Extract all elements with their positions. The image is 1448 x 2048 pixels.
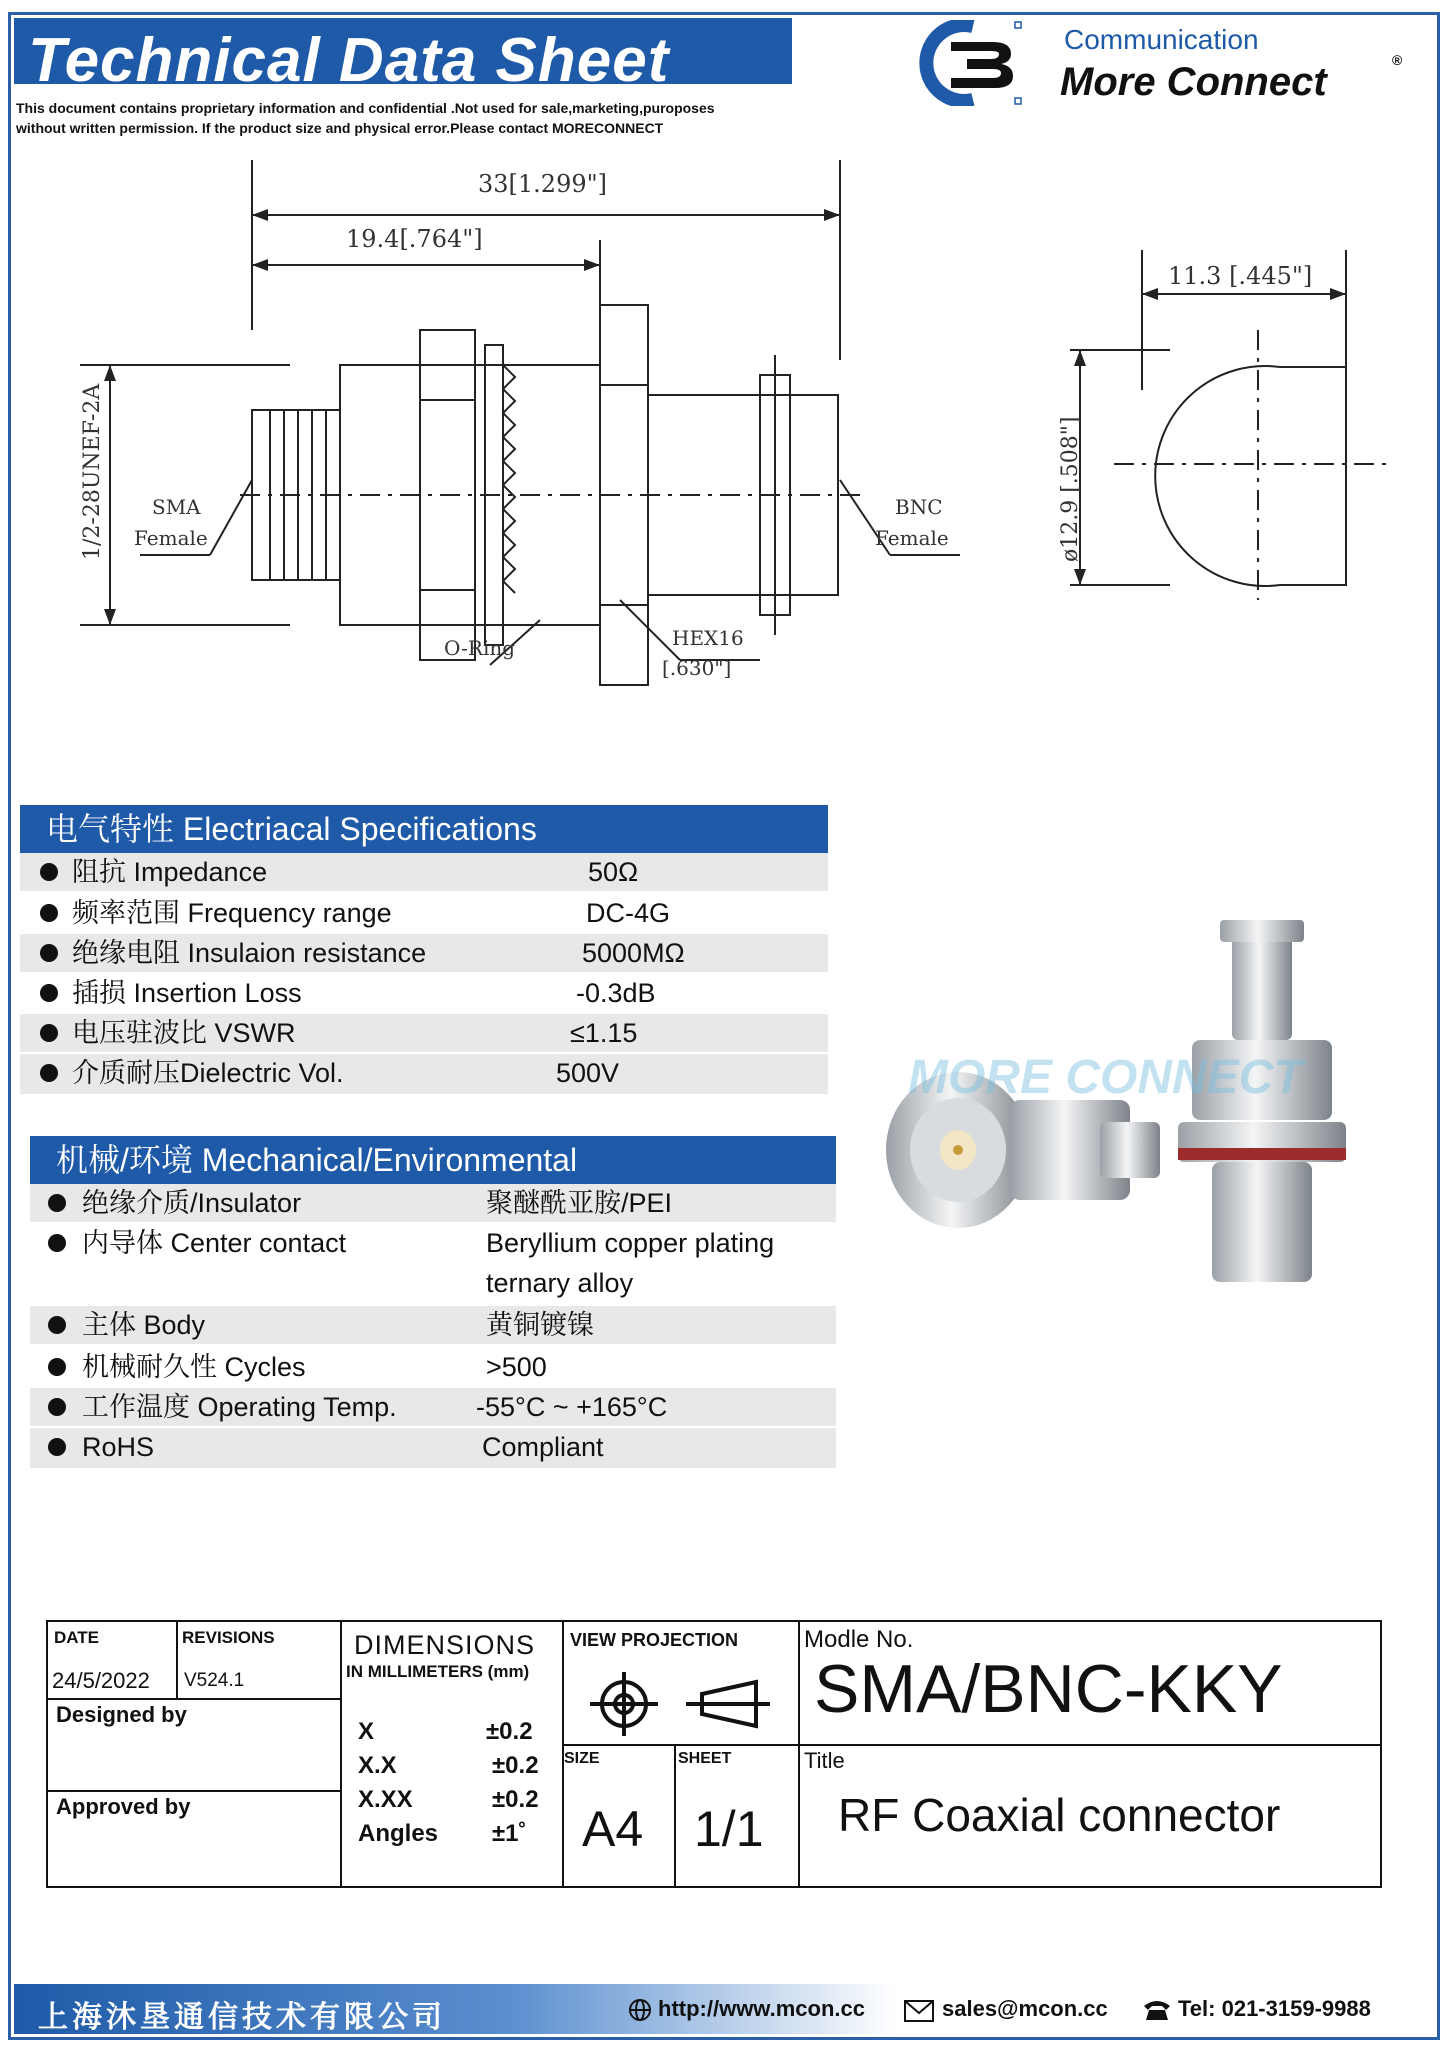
sma-gender-label: Female [134, 526, 208, 550]
bullet-icon [40, 944, 58, 962]
product-photo [870, 900, 1410, 1340]
spec-value: Compliant [482, 1432, 604, 1462]
approved-by-label: Approved by [56, 1794, 191, 1819]
phone-number: Tel: 021-3159-9988 [1178, 1996, 1371, 2021]
tolerance-value: ±0.2 [492, 1786, 539, 1813]
sheet-label: SHEET [678, 1750, 732, 1767]
spec-row [30, 1224, 836, 1304]
date-value: 24/5/2022 [52, 1668, 150, 1693]
bullet-icon [40, 1024, 58, 1042]
brand-name: More Connect [1060, 60, 1327, 104]
notice-line-1: This document contains proprietary information and confidential .Not used for sale,marketing,puroposes [16, 100, 715, 116]
divider [340, 1622, 342, 1886]
spec-value: 50Ω [588, 857, 639, 887]
spec-value-continued: ternary alloy [486, 1268, 634, 1298]
tolerance-value: ±1˚ [492, 1820, 527, 1847]
spec-value: 500V [556, 1058, 620, 1088]
hex-label: HEX16 [672, 626, 744, 650]
bnc-label: BNC [895, 495, 943, 519]
revision-value: V524.1 [184, 1670, 245, 1691]
spec-row [20, 1054, 828, 1094]
mechanical-heading: 机械/环境 Mechanical/Environmental [30, 1136, 836, 1184]
bullet-icon [48, 1358, 66, 1376]
spec-label: 频率范围 Frequency range [72, 898, 392, 928]
phone-icon [1142, 1998, 1172, 2022]
spec-value: 5000MΩ [582, 938, 685, 968]
connector-drawing [60, 160, 980, 720]
notice-line-2: without written permission. If the product size and physical error.Please contact MORECONNECT [16, 120, 664, 136]
spec-row [30, 1388, 836, 1426]
tolerance-value: ±0.2 [486, 1718, 533, 1745]
spec-label: 介质耐压Dielectric Vol. [72, 1058, 344, 1088]
sma-label: SMA [152, 495, 201, 519]
globe-icon [628, 1998, 652, 2022]
spec-label: 主体 Body [82, 1310, 206, 1340]
divider [48, 1698, 340, 1700]
spec-value: 黄铜镀镍 [486, 1310, 594, 1340]
side-diameter-label: ø12.9 [.508"] [1058, 416, 1083, 562]
date-label: DATE [54, 1628, 100, 1647]
company-logo-icon [915, 20, 1035, 106]
model-label: Modle No. [804, 1626, 914, 1653]
title-label: Title [804, 1748, 845, 1773]
spec-label: 电压驻波比 VSWR [72, 1018, 296, 1048]
title-banner [14, 18, 792, 95]
registered-mark: ® [1392, 52, 1403, 68]
bullet-icon [40, 984, 58, 1002]
connector-side-view [1030, 250, 1410, 610]
bullet-icon [40, 904, 58, 922]
spec-label: 工作温度 Operating Temp. [82, 1392, 397, 1422]
size-value: A4 [582, 1801, 644, 1857]
dim-total-label: 33[1.299"] [478, 170, 608, 198]
spec-value: ≤1.15 [570, 1018, 638, 1048]
dimensions-label: DIMENSIONS [354, 1630, 536, 1660]
spec-row [20, 1014, 828, 1052]
spec-label: 内导体 Center contact [82, 1228, 347, 1258]
website-link[interactable]: http://www.mcon.cc [658, 1996, 865, 2021]
spec-row [20, 853, 828, 891]
page-title: Technical Data Sheet [28, 26, 670, 95]
tolerance-key: X.XX [358, 1786, 413, 1813]
revisions-label: REVISIONS [182, 1628, 275, 1647]
brand-tagline: Communication [1064, 24, 1259, 55]
bullet-icon [48, 1194, 66, 1212]
tolerance-value: ±0.2 [492, 1752, 539, 1779]
spec-label: 插损 Insertion Loss [72, 978, 302, 1008]
thread-label: 1/2-28UNEF-2A [80, 383, 105, 560]
side-width-label: 11.3 [.445"] [1168, 262, 1313, 290]
bullet-icon [40, 1064, 58, 1082]
bullet-icon [48, 1398, 66, 1416]
dim-partial-label: 19.4[.764"] [346, 225, 483, 253]
electrical-heading: 电气特性 Electriacal Specifications [20, 805, 828, 853]
spec-row [20, 894, 828, 932]
tolerance-key: Angles [358, 1820, 439, 1847]
watermark: MORE CONNECT [908, 1051, 1303, 1104]
company-name: 上海沐垦通信技术有限公司 [38, 2001, 446, 2034]
email-icon [904, 2000, 934, 2022]
spec-row [20, 934, 828, 972]
spec-row [30, 1348, 836, 1386]
spec-value: 聚醚酰亚胺/PEI [486, 1188, 673, 1218]
spec-label: 绝缘电阻 Insulaion resistance [72, 938, 427, 968]
spec-row [20, 974, 828, 1012]
tolerance-key: X.X [358, 1752, 397, 1779]
spec-value: -55°C ~ +165°C [476, 1392, 668, 1422]
product-title: RF Coaxial connector [838, 1789, 1281, 1841]
spec-value: DC-4G [586, 898, 671, 928]
spec-row [30, 1306, 836, 1344]
spec-label: 阻抗 Impedance [72, 857, 268, 887]
spec-label: 机械耐久性 Cycles [82, 1352, 306, 1382]
units-label: IN MILLIMETERS (mm) [346, 1662, 530, 1681]
divider [798, 1622, 800, 1886]
footer-bar [14, 1984, 1436, 2034]
divider [674, 1744, 676, 1886]
spec-row [30, 1428, 836, 1468]
divider [176, 1622, 178, 1698]
designed-by-label: Designed by [56, 1702, 187, 1727]
spec-value: Beryllium copper plating [486, 1228, 775, 1258]
sheet-value: 1/1 [694, 1801, 764, 1857]
title-block [46, 1620, 1382, 1888]
spec-label: RoHS [82, 1432, 155, 1462]
bullet-icon [48, 1234, 66, 1252]
projection-symbol-icon [584, 1668, 784, 1738]
model-number: SMA/BNC-KKY [814, 1651, 1283, 1727]
tolerance-key: X [358, 1718, 375, 1745]
spec-row [30, 1184, 836, 1222]
size-label: SIZE [564, 1750, 600, 1767]
view-projection-label: VIEW PROJECTION [570, 1630, 739, 1650]
divider [562, 1744, 1382, 1746]
bullet-icon [48, 1438, 66, 1456]
spec-value: >500 [486, 1352, 547, 1382]
spec-value: -0.3dB [576, 978, 656, 1008]
spec-label: 绝缘介质/Insulator [82, 1188, 302, 1218]
bnc-gender-label: Female [875, 526, 949, 550]
confidentiality-notice [16, 98, 806, 138]
divider [48, 1790, 340, 1792]
bullet-icon [40, 863, 58, 881]
oring-label: O-Ring [444, 636, 516, 660]
email-link[interactable]: sales@mcon.cc [942, 1996, 1108, 2021]
hex-inch-label: [.630"] [662, 656, 732, 680]
bullet-icon [48, 1316, 66, 1334]
